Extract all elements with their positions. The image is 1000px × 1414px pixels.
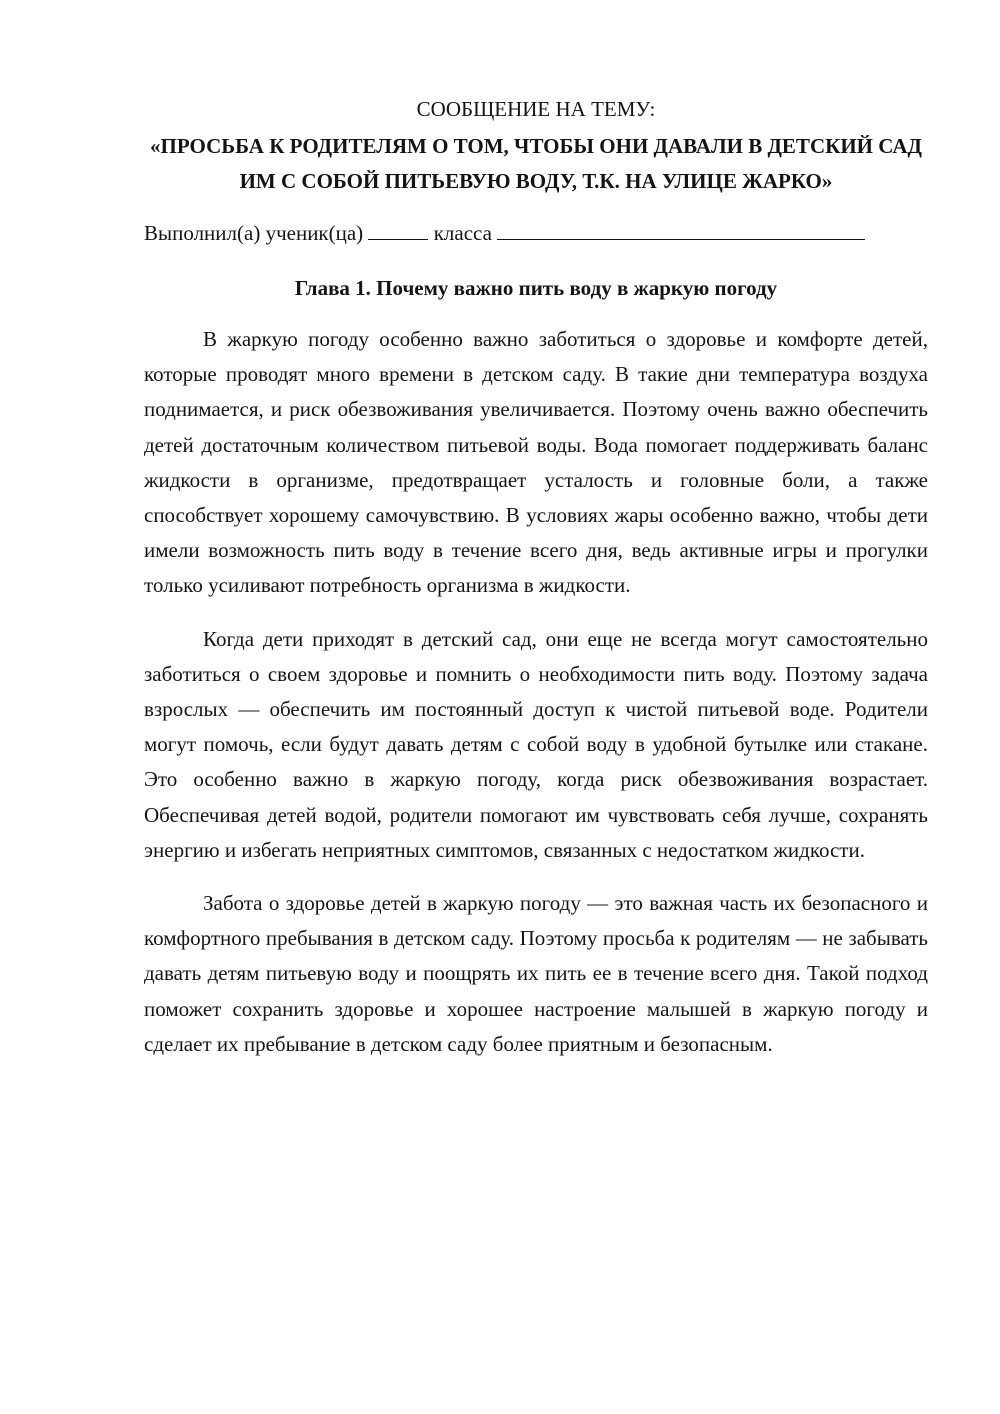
document-title: «ПРОСЬБА К РОДИТЕЛЯМ О ТОМ, ЧТОБЫ ОНИ ДАВАЛИ В ДЕТСКИЙ САД ИМ С СОБОЙ ПИТЬЕВУЮ ВОДУ, Т.К. НА УЛИЦЕ ЖАРКО» (150, 134, 922, 193)
document-header: СООБЩЕНИЕ НА ТЕМУ: (416, 97, 656, 121)
paragraph: В жаркую погоду особенно важно заботиться о здоровье и комфорте детей, которые проводят много времени в детском саду. В такие дни температура воздуха поднимается, и риск обезвоживания увеличивается. Поэтому очень важно обеспечить детей достаточным количеством питьевой воды. Вода помогает поддерживать баланс жидкости в организме, предотвращает усталость и головные боли, а также способствует хорошему самочувствию. В условиях жары особенно важно, чтобы дети имели возможность пить воду в течение всего дня, ведь активные игры и прогулки только усиливают потребность организма в жидкости. (144, 327, 928, 598)
paragraph: Когда дети приходят в детский сад, они еще не всегда могут самостоятельно заботиться о своем здоровье и помнить о необходимости пить воду. Поэтому задача взрослых — обеспечить им постоянный доступ к чистой питьевой воде. Родители могут помочь, если будут давать детям с собой воду в удобной бутылке или стакане. Это особенно важно в жаркую погоду, когда риск обезвоживания возрастает. Обеспечивая детей водой, родители помогают им чувствовать себя лучше, сохранять энергию и избегать неприятных симптомов, связанных с недостатком жидкости. (144, 626, 928, 862)
signature-middle: класса (433, 221, 492, 245)
class-blank (368, 217, 428, 240)
signature-prefix: Выполнил(а) ученик(ца) (144, 221, 364, 245)
signature-line (144, 216, 928, 251)
chapter-title: Глава 1. Почему важно пить воду в жаркую погоду (294, 276, 778, 300)
paragraph: Забота о здоровье детей в жаркую погоду — это важная часть их безопасного и комфортного пребывания в детском саду. Поэтому просьба к родителям — не забывать давать детям питьевую воду и поощрять их пить ее в течение всего дня. Такой подход поможет сохранить здоровье и хорошее настроение малышей в жаркую погоду и сделает их пребывание в детском саду более приятным и безопасным. (144, 891, 928, 1056)
document-page (144, 92, 928, 1062)
name-blank (497, 217, 865, 240)
